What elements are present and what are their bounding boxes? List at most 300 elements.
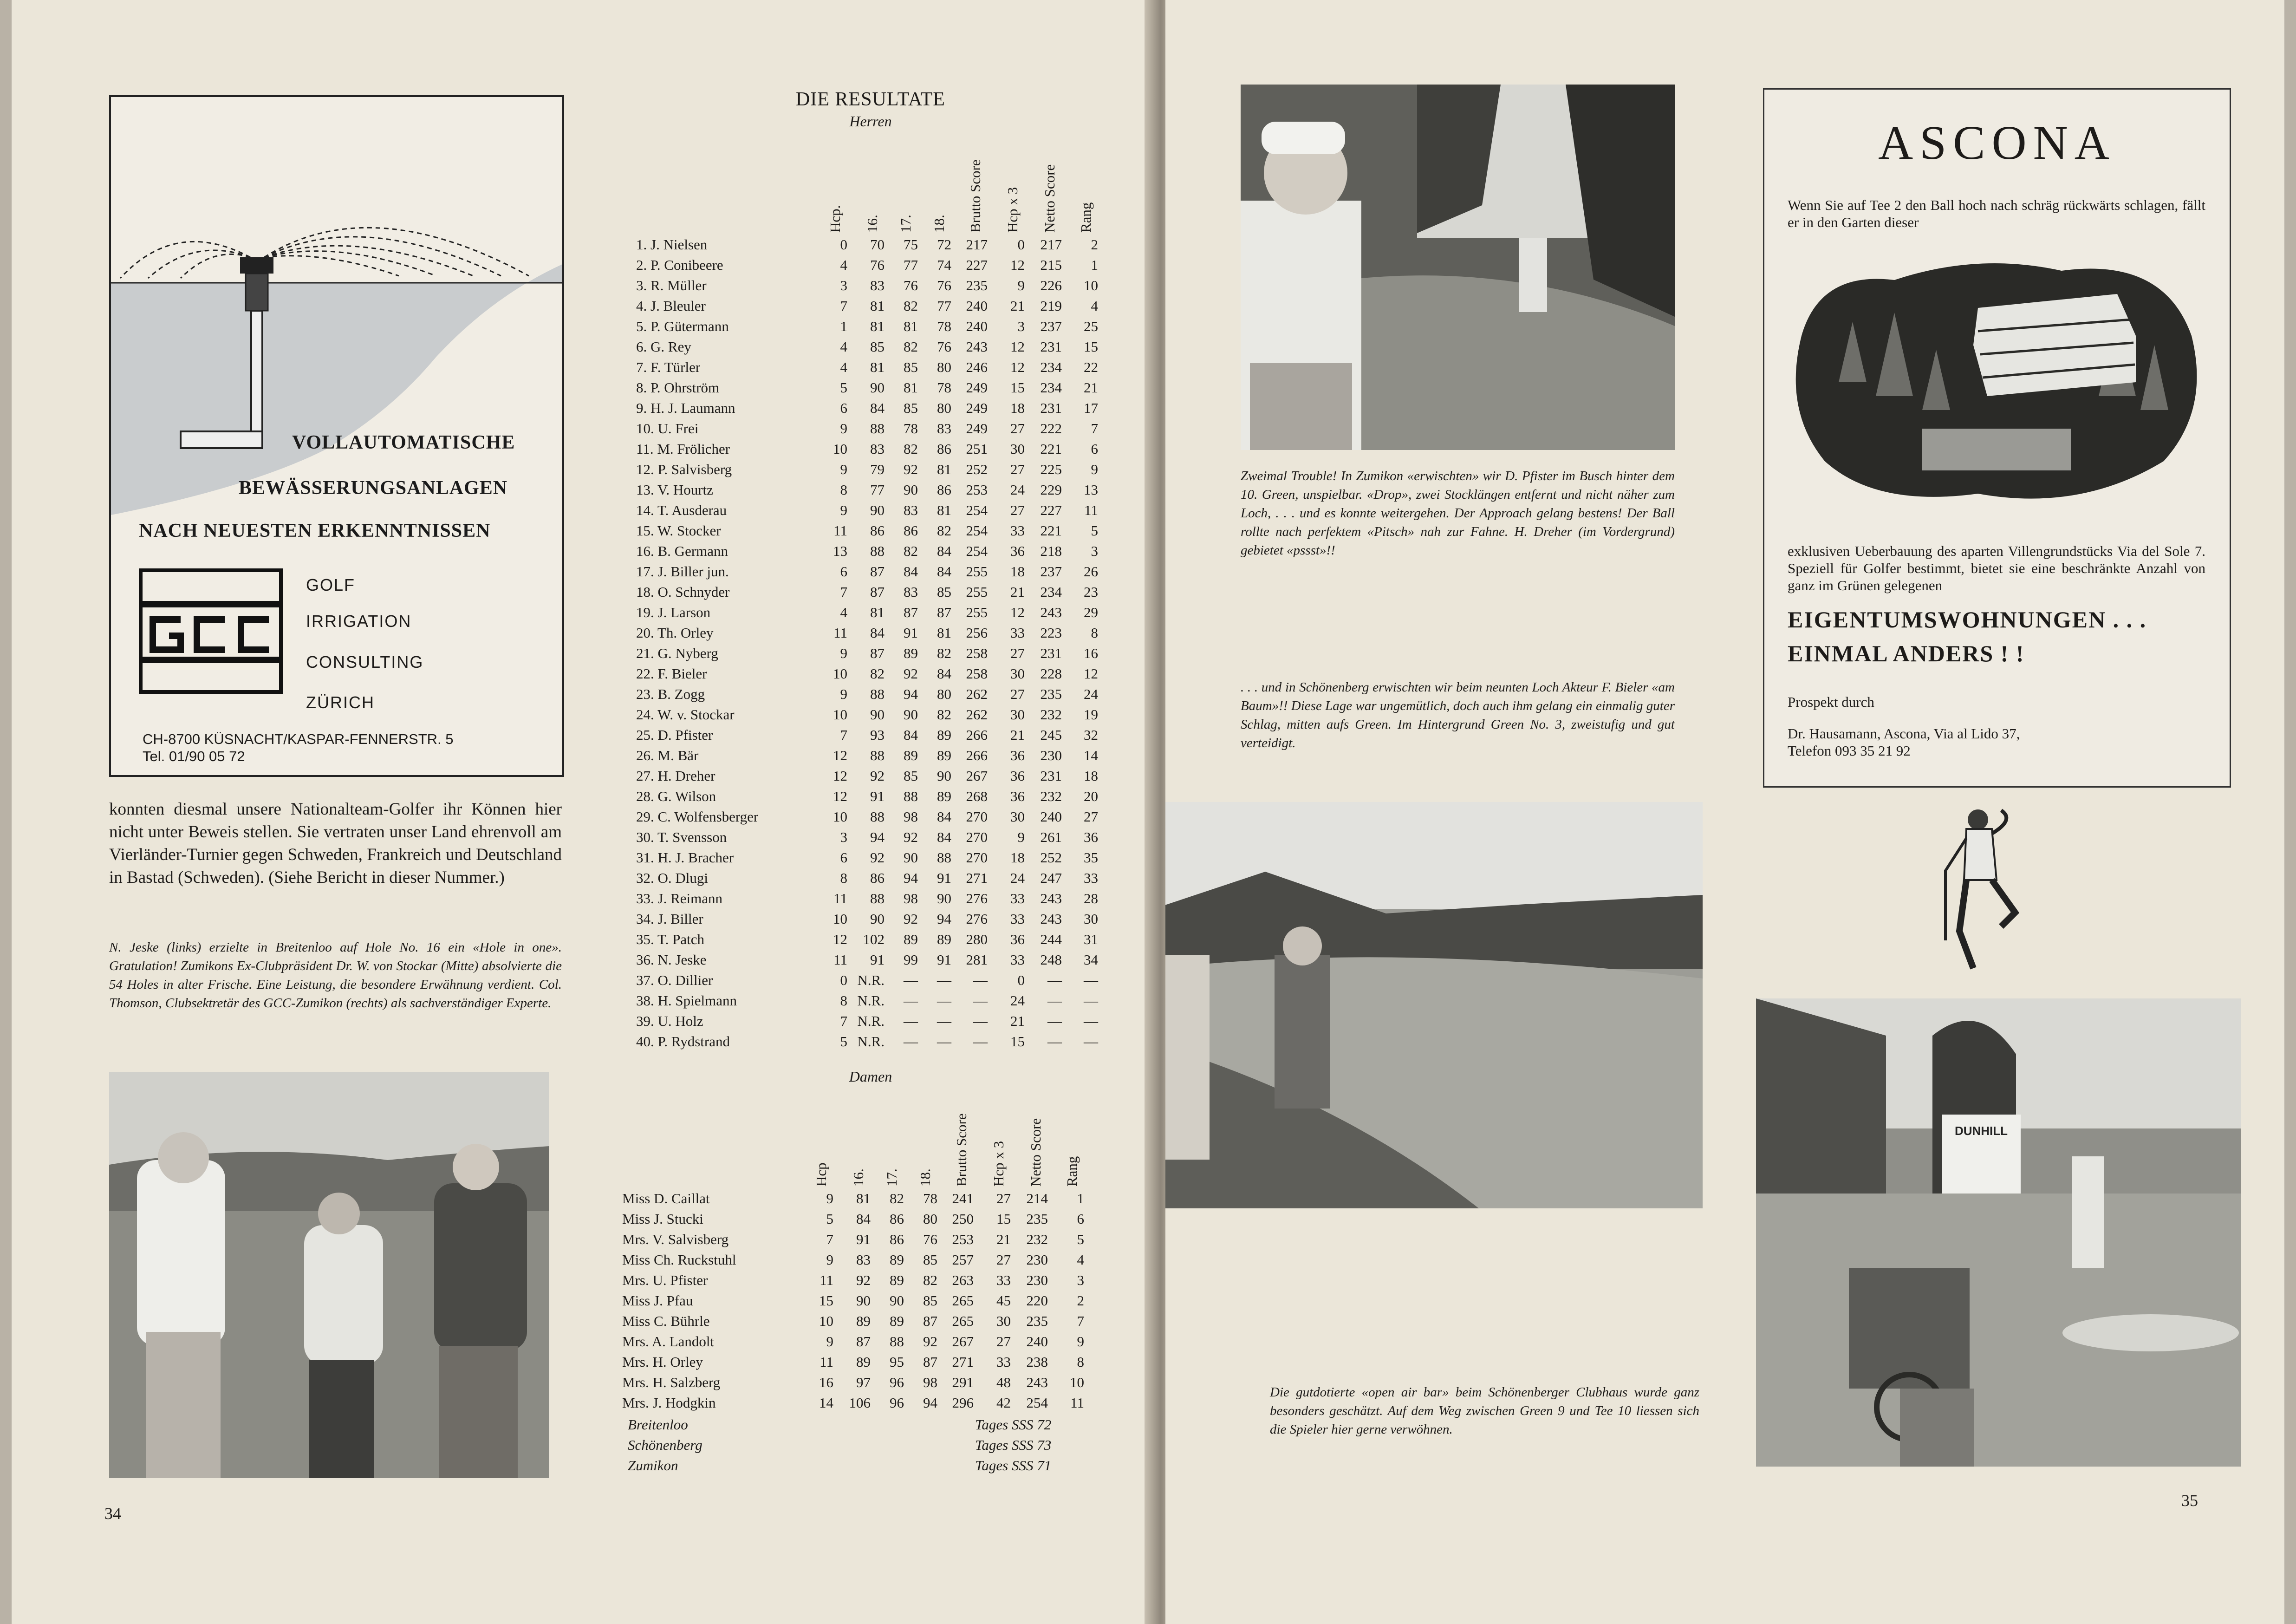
herren-cell: 78	[937, 318, 951, 334]
herren-cell: 281	[966, 952, 988, 968]
herren-cell: 22	[1084, 359, 1098, 375]
headline-1: VOLLAUTOMATISCHE	[292, 432, 515, 453]
herren-cell: —	[1047, 992, 1062, 1009]
herren-cell: 255	[966, 604, 988, 620]
herren-cell: 19	[1084, 706, 1098, 723]
herren-cell: 222	[1040, 420, 1062, 437]
herren-cell: 11	[833, 952, 847, 968]
photo-caption-1: Zweimal Trouble! In Zumikon «erwischten» wir D. Pfister im Busch hinter dem 10. Green, unspielbar. «Drop», zwei Stocklängen entfernt und nicht näher zum Loch, . . . und es konnte weitergehen. Der Approach gelang bestens! Der Ball rollte nach perfektem «Pitsch» nah zur Fahne. H. Dreher (im Vordergrund) gebietet «pssst»!!	[1241, 469, 1675, 558]
damen-cell: 271	[952, 1354, 974, 1370]
damen-cell: 5	[1077, 1231, 1084, 1247]
herren-cell: 15	[1010, 379, 1025, 396]
herren-cell: 217	[1040, 236, 1062, 253]
herren-cell: 76	[937, 277, 951, 293]
herren-cell: 94	[904, 870, 918, 886]
damen-cell: 21	[996, 1231, 1011, 1247]
herren-cell: 90	[870, 502, 885, 518]
herren-cell: 33	[1010, 952, 1025, 968]
herren-cell: 91	[904, 625, 918, 641]
photo-three-golfers	[109, 1072, 549, 1478]
herren-cell: 1. J. Nielsen	[636, 236, 708, 253]
herren-cell: —	[1084, 972, 1098, 988]
herren-cell: 34	[1084, 952, 1098, 968]
herren-cell: 33	[1010, 911, 1025, 927]
herren-cell: 27	[1010, 645, 1025, 661]
herren-cell: 8	[840, 482, 847, 498]
herren-cell: 232	[1040, 788, 1062, 804]
herren-cell: 12	[1010, 257, 1025, 273]
herren-cell: 3	[840, 829, 847, 845]
herren-cell: 24	[1010, 482, 1025, 498]
herren-row	[636, 418, 1098, 439]
herren-cell: 0	[840, 236, 847, 253]
damen-cell: 78	[923, 1190, 937, 1207]
herren-cell: 11	[833, 890, 847, 907]
herren-cell: 9	[1017, 277, 1025, 293]
damen-cell: 9	[1077, 1333, 1084, 1350]
herren-cell: 91	[937, 870, 951, 886]
damen-cell: 5	[826, 1211, 833, 1227]
damen-cell: Mrs. H. Salzberg	[622, 1374, 721, 1390]
damen-cell: 82	[890, 1190, 904, 1207]
herren-cell: 30. T. Svensson	[636, 829, 727, 845]
damen-column-header: 18.	[917, 1168, 933, 1187]
photo-pfister-bush	[1241, 85, 1675, 450]
herren-cell: 15	[1084, 339, 1098, 355]
herren-cell: 81	[937, 461, 951, 477]
photo-bieler-tree	[1165, 802, 1703, 1208]
damen-cell: 10	[819, 1313, 833, 1329]
damen-cell: 230	[1026, 1272, 1048, 1288]
herren-cell: 6	[1091, 441, 1098, 457]
herren-cell: 75	[904, 236, 918, 253]
herren-cell: 6	[840, 849, 847, 866]
herren-cell: 94	[904, 686, 918, 702]
herren-row	[636, 888, 1098, 909]
herren-cell: 23. B. Zogg	[636, 686, 705, 702]
page-number-left: 34	[104, 1504, 121, 1523]
herren-cell: —	[904, 1033, 918, 1050]
damen-cell: 254	[1026, 1395, 1048, 1411]
herren-cell: —	[973, 972, 988, 988]
herren-cell: N.R.	[857, 992, 885, 1009]
herren-cell: 25. D. Pfister	[636, 727, 713, 743]
herren-cell: 37. O. Dillier	[636, 972, 713, 988]
herren-row	[636, 643, 1098, 664]
herren-cell: 226	[1040, 277, 1062, 293]
herren-cell: 27	[1010, 686, 1025, 702]
herren-cell: 91	[870, 952, 885, 968]
damen-cell: 33	[996, 1354, 1011, 1370]
herren-row	[636, 970, 1098, 991]
herren-cell: 92	[904, 829, 918, 845]
damen-cell: 235	[1026, 1211, 1048, 1227]
damen-cell: 7	[1077, 1313, 1084, 1329]
herren-cell: 15. W. Stocker	[636, 522, 721, 539]
herren-row	[636, 684, 1098, 704]
herren-row	[636, 868, 1098, 888]
herren-cell: 24	[1084, 686, 1098, 702]
herren-cell: 92	[870, 768, 885, 784]
herren-cell: 225	[1040, 461, 1062, 477]
herren-cell: 29. C. Wolfensberger	[636, 809, 759, 825]
sss-value: Tages SSS 73	[975, 1437, 1052, 1453]
damen-cell: 6	[1077, 1211, 1084, 1227]
herren-row	[636, 275, 1098, 296]
herren-cell: 102	[863, 931, 885, 947]
herren-cell: 229	[1040, 482, 1062, 498]
herren-cell: 8. P. Ohrström	[636, 379, 720, 396]
herren-cell: 80	[937, 400, 951, 416]
damen-cell: 16	[819, 1374, 833, 1390]
ascona-contact-1: Dr. Hausamann, Ascona, Via al Lido 37,	[1788, 725, 2020, 742]
herren-cell: 254	[966, 522, 988, 539]
herren-cell: 17	[1084, 400, 1098, 416]
damen-cell: 15	[819, 1292, 833, 1309]
herren-cell: 87	[870, 584, 885, 600]
herren-cell: 21	[1010, 1013, 1025, 1029]
herren-cell: 90	[904, 482, 918, 498]
herren-row	[636, 725, 1098, 745]
herren-cell: 9. H. J. Laumann	[636, 400, 735, 416]
herren-cell: 12	[1010, 604, 1025, 620]
herren-cell: 254	[966, 543, 988, 559]
herren-cell: 33	[1010, 890, 1025, 907]
herren-cell: N.R.	[857, 1013, 885, 1029]
herren-cell: 89	[937, 727, 951, 743]
damen-cell: 89	[890, 1313, 904, 1329]
herren-cell: 248	[1040, 952, 1062, 968]
damen-cell: 10	[1070, 1374, 1084, 1390]
herren-cell: 40. P. Rydstrand	[636, 1033, 730, 1050]
herren-cell: 31. H. J. Bracher	[636, 849, 734, 866]
herren-row	[636, 623, 1098, 643]
herren-cell: 86	[937, 441, 951, 457]
herren-cell: 81	[937, 502, 951, 518]
page-number-right: 35	[2181, 1491, 2198, 1510]
herren-cell: 90	[904, 706, 918, 723]
right-page	[1165, 0, 2284, 1624]
herren-cell: 87	[870, 563, 885, 580]
herren-cell: 5	[1091, 522, 1098, 539]
gcc-advertisement	[109, 95, 564, 777]
herren-cell: 36	[1010, 931, 1025, 947]
herren-cell: 31	[1084, 931, 1098, 947]
herren-cell: 240	[966, 298, 988, 314]
herren-cell: 89	[937, 788, 951, 804]
herren-cell: 94	[870, 829, 885, 845]
damen-column-header: 16.	[850, 1168, 866, 1187]
herren-cell: 82	[904, 339, 918, 355]
herren-row	[636, 950, 1098, 970]
damen-row	[622, 1352, 1084, 1372]
herren-row	[636, 991, 1098, 1011]
damen-cell: 15	[996, 1211, 1011, 1227]
herren-cell: 30	[1010, 665, 1025, 682]
intro-text: konnten diesmal unsere Nationalteam-Golfer ihr Können hier nicht unter Beweis stellen. Sie vertraten unser Land ehrenvoll am Vierländer-Turnier gegen Schweden, Frankreich und Deutschland in Bastad (Schweden). (Siehe Bericht in dieser Nummer.)	[109, 800, 562, 887]
herren-cell: 262	[966, 686, 988, 702]
damen-cell: 96	[890, 1395, 904, 1411]
herren-cell: 91	[870, 788, 885, 804]
herren-cell: —	[973, 1033, 988, 1050]
herren-cell: 33	[1084, 870, 1098, 886]
damen-cell: 3	[1077, 1272, 1084, 1288]
herren-row	[636, 541, 1098, 561]
damen-cell: Mrs. J. Hodgkin	[622, 1395, 716, 1411]
herren-cell: 270	[966, 829, 988, 845]
herren-cell: 89	[904, 645, 918, 661]
herren-cell: 85	[904, 359, 918, 375]
herren-cell: 36	[1084, 829, 1098, 845]
damen-row	[622, 1393, 1084, 1413]
herren-cell: 83	[904, 502, 918, 518]
herren-cell: 1	[840, 318, 847, 334]
herren-column-header: 18.	[931, 215, 947, 233]
herren-row	[636, 235, 1098, 255]
herren-cell: 243	[1040, 911, 1062, 927]
herren-cell: 14	[1084, 747, 1098, 763]
damen-column-header: 17.	[884, 1168, 900, 1187]
damen-cell: 48	[996, 1374, 1011, 1390]
herren-cell: 15	[1010, 1033, 1025, 1050]
herren-cell: 86	[904, 522, 918, 539]
herren-cell: 28	[1084, 890, 1098, 907]
herren-cell: 4	[840, 604, 847, 620]
herren-row	[636, 582, 1098, 602]
herren-column-header: 16.	[864, 215, 880, 233]
herren-cell: 94	[937, 911, 951, 927]
herren-cell: 86	[937, 482, 951, 498]
herren-cell: 12	[1084, 665, 1098, 682]
herren-cell: 267	[966, 768, 988, 784]
herren-cell: 9	[840, 645, 847, 661]
herren-cell: 10	[833, 441, 847, 457]
damen-cell: 87	[923, 1313, 937, 1329]
photo-open-air-bar	[1756, 998, 2241, 1467]
herren-cell: —	[1047, 1033, 1062, 1050]
service-irrigation: IRRIGATION	[306, 612, 412, 631]
damen-cell: 240	[1026, 1333, 1048, 1350]
herren-cell: 1	[1091, 257, 1098, 273]
herren-cell: 14. T. Ausderau	[636, 502, 727, 518]
herren-cell: 12	[833, 931, 847, 947]
damen-cell: 232	[1026, 1231, 1048, 1247]
damen-cell: 42	[996, 1395, 1011, 1411]
herren-cell: 93	[870, 727, 885, 743]
herren-row	[636, 807, 1098, 827]
herren-cell: 89	[904, 931, 918, 947]
herren-cell: 33	[1010, 522, 1025, 539]
herren-cell: 258	[966, 645, 988, 661]
herren-cell: —	[904, 972, 918, 988]
herren-cell: 98	[904, 809, 918, 825]
herren-cell: 12	[833, 788, 847, 804]
herren-column-header: Hcp x 3	[1004, 187, 1021, 233]
herren-cell: 90	[904, 849, 918, 866]
herren-cell: 240	[1040, 809, 1062, 825]
herren-cell: 3. R. Müller	[636, 277, 707, 293]
herren-cell: 92	[870, 849, 885, 866]
damen-cell: 82	[923, 1272, 937, 1288]
herren-cell: 25	[1084, 318, 1098, 334]
damen-cell: 27	[996, 1252, 1011, 1268]
sss-value: Tages SSS 71	[975, 1457, 1052, 1474]
herren-cell: 78	[937, 379, 951, 396]
herren-cell: 88	[870, 686, 885, 702]
herren-cell: 82	[937, 522, 951, 539]
herren-cell: 231	[1040, 768, 1062, 784]
herren-cell: 13. V. Hourtz	[636, 482, 713, 498]
herren-cell: 84	[937, 665, 951, 682]
herren-cell: 82	[870, 665, 885, 682]
herren-cell: 79	[870, 461, 885, 477]
damen-cell: 85	[923, 1292, 937, 1309]
herren-cell: 9	[1017, 829, 1025, 845]
damen-cell: 7	[826, 1231, 833, 1247]
herren-cell: 90	[937, 890, 951, 907]
herren-row	[636, 745, 1098, 766]
herren-cell: N.R.	[857, 1033, 885, 1050]
damen-cell: 91	[856, 1231, 871, 1247]
herren-cell: 90	[870, 911, 885, 927]
herren-cell: 249	[966, 400, 988, 416]
herren-cell: —	[904, 992, 918, 1009]
damen-cell: 89	[890, 1252, 904, 1268]
damen-cell: Mrs. H. Orley	[622, 1354, 703, 1370]
herren-cell: 18	[1084, 768, 1098, 784]
herren-column-header: Rang	[1078, 202, 1094, 233]
herren-cell: 27. H. Dreher	[636, 768, 715, 784]
herren-cell: 91	[937, 952, 951, 968]
damen-cell: 81	[856, 1190, 871, 1207]
herren-cell: 81	[870, 359, 885, 375]
ascona-contact-2: Telefon 093 35 21 92	[1788, 743, 1911, 759]
herren-cell: 8	[840, 870, 847, 886]
herren-cell: 244	[1040, 931, 1062, 947]
herren-cell: 10	[833, 706, 847, 723]
damen-cell: 30	[996, 1313, 1011, 1329]
herren-cell: 82	[904, 298, 918, 314]
herren-cell: 23	[1084, 584, 1098, 600]
photo-caption-2: . . . und in Schönenberg erwischten wir beim neunten Loch Akteur F. Bieler «am Baum»!! Diese Lage war ungemütlich, doch auch ihm gelang ein einmalig guter Schlag, mitten aufs Green. Im Hintergrund Green No. 3, zweistufig und gut verteidigt.	[1241, 680, 1675, 750]
herren-cell: 20. Th. Orley	[636, 625, 714, 641]
damen-cell: Mrs. V. Salvisberg	[622, 1231, 729, 1247]
herren-cell: 30	[1010, 706, 1025, 723]
herren-cell: 30	[1010, 809, 1025, 825]
damen-cell: Miss C. Bührle	[622, 1313, 710, 1329]
herren-cell: —	[904, 1013, 918, 1029]
herren-cell: 227	[966, 257, 988, 273]
herren-cell: 92	[904, 911, 918, 927]
herren-cell: 0	[840, 972, 847, 988]
herren-cell: 8	[1091, 625, 1098, 641]
herren-cell: 72	[937, 236, 951, 253]
herren-cell: 39. U. Holz	[636, 1013, 703, 1029]
herren-cell: 7	[840, 1013, 847, 1029]
herren-cell: 249	[966, 379, 988, 396]
sss-course: Zumikon	[628, 1457, 678, 1474]
damen-cell: 11	[1070, 1395, 1084, 1411]
herren-row	[636, 664, 1098, 684]
herren-cell: 81	[870, 318, 885, 334]
herren-row	[636, 561, 1098, 582]
damen-row	[622, 1311, 1084, 1331]
damen-cell: Mrs. A. Landolt	[622, 1333, 715, 1350]
herren-cell: 10	[833, 809, 847, 825]
damen-cell: 1	[1077, 1190, 1084, 1207]
herren-cell: 76	[870, 257, 885, 273]
herren-cell: —	[937, 1013, 951, 1029]
damen-row	[622, 1209, 1084, 1229]
herren-cell: 84	[937, 809, 951, 825]
damen-cell: 257	[952, 1252, 974, 1268]
herren-row	[636, 378, 1098, 398]
herren-cell: 231	[1040, 645, 1062, 661]
damen-row	[622, 1372, 1084, 1393]
damen-cell: 27	[996, 1190, 1011, 1207]
damen-cell: 253	[952, 1231, 974, 1247]
herren-cell: 33	[1010, 625, 1025, 641]
herren-cell: —	[1047, 972, 1062, 988]
herren-cell: 92	[904, 665, 918, 682]
damen-cell: 87	[923, 1354, 937, 1370]
herren-row	[636, 357, 1098, 378]
damen-cell: 83	[856, 1252, 871, 1268]
damen-cell: 90	[856, 1292, 871, 1309]
herren-row	[636, 1011, 1098, 1031]
herren-cell: 74	[937, 257, 951, 273]
herren-cell: 27	[1010, 461, 1025, 477]
damen-cell: 8	[1077, 1354, 1084, 1370]
damen-cell: 80	[923, 1211, 937, 1227]
herren-cell: 30	[1084, 911, 1098, 927]
damen-cell: Miss J. Pfau	[622, 1292, 693, 1309]
herren-cell: 84	[937, 563, 951, 580]
herren-cell: 11	[833, 522, 847, 539]
damen-cell: 90	[890, 1292, 904, 1309]
herren-cell: —	[973, 992, 988, 1009]
damen-cell: 98	[923, 1374, 937, 1390]
herren-cell: 3	[1017, 318, 1025, 334]
herren-cell: 87	[870, 645, 885, 661]
ascona-title: ASCONA	[1878, 116, 2116, 170]
damen-column-header: Hcp	[813, 1162, 829, 1187]
herren-cell: 252	[966, 461, 988, 477]
damen-cell: 296	[952, 1395, 974, 1411]
herren-cell: 228	[1040, 665, 1062, 682]
herren-cell: 4	[840, 257, 847, 273]
herren-column-header: Brutto Score	[967, 159, 983, 233]
damen-cell: 95	[890, 1354, 904, 1370]
damen-cell: 265	[952, 1292, 974, 1309]
damen-cell: 14	[819, 1395, 833, 1411]
herren-cell: 13	[1084, 482, 1098, 498]
damen-column-header: Netto Score	[1028, 1118, 1044, 1187]
booth-sign: DUNHILL	[1954, 1124, 2008, 1138]
damen-row	[622, 1331, 1084, 1352]
herren-cell: 92	[904, 461, 918, 477]
herren-cell: 7	[840, 584, 847, 600]
herren-cell: 10	[1084, 277, 1098, 293]
damen-cell: 9	[826, 1252, 833, 1268]
service-consulting: CONSULTING	[306, 652, 424, 672]
herren-cell: 18	[1010, 849, 1025, 866]
damen-cell: 89	[890, 1272, 904, 1288]
herren-row	[636, 1031, 1098, 1052]
herren-cell: 235	[966, 277, 988, 293]
herren-cell: 255	[966, 563, 988, 580]
herren-cell: 36	[1010, 768, 1025, 784]
